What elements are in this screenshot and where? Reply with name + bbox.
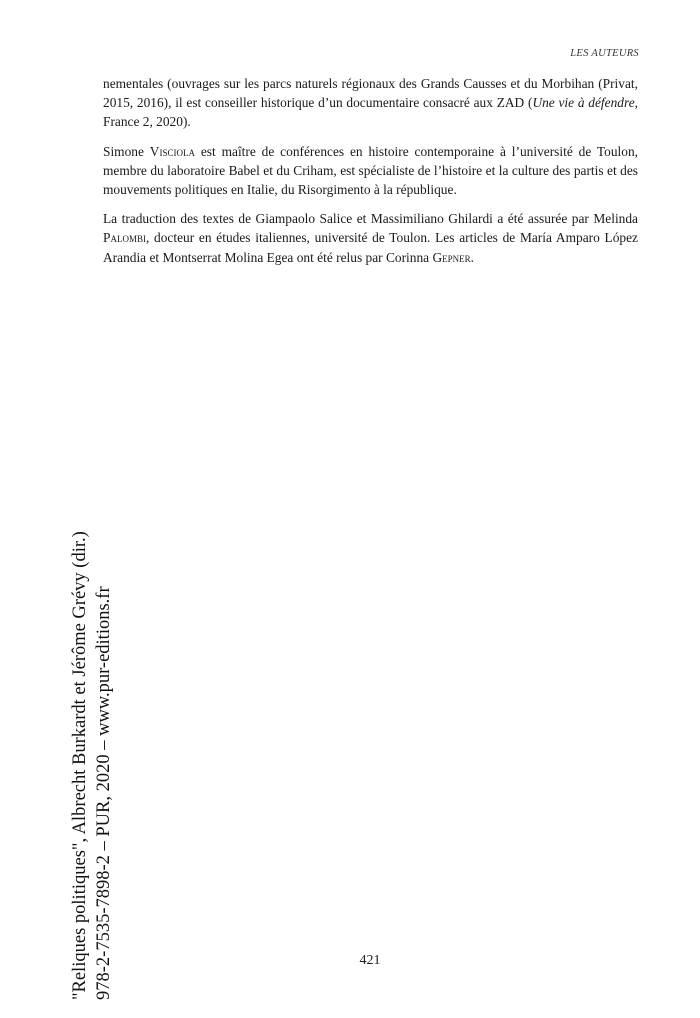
paragraph-text: est maître de conférences en histoire contemporaine à l’université de Toulon, membre du laboratoire Babel et du Criham, est spécialiste de l’histoire et la culture des partis et des mouvements politiques en Italie, du Risorgimento à la république.: [103, 143, 639, 198]
side-credit-watermark: [68, 531, 116, 1000]
translator-surname: Palombi: [103, 230, 146, 246]
side-credit-line-title: "Reliques politiques", Albrecht Burkardt et Jérôme Grévy (dir.): [70, 531, 90, 1000]
paragraph-text: La traduction des textes de Giampaolo Salice et Massimiliano Ghilardi a été assurée par Melinda: [103, 211, 638, 227]
paragraph-text: .: [470, 249, 474, 265]
side-credit-line-isbn: 978-2-7535-7898-2 – PUR, 2020 – www.pur-editions.fr: [94, 586, 114, 1000]
page-number: 421: [359, 953, 381, 968]
paragraph-author-bio-end: [103, 74, 638, 132]
author-first-name: Simone: [103, 143, 150, 159]
running-header: LES AUTEURS: [570, 48, 639, 59]
paragraph-author-visciola: [103, 142, 638, 200]
paragraph-text: , France 2, 2020).: [103, 95, 639, 130]
author-surname: Visciola: [149, 143, 195, 159]
page-body: [103, 74, 638, 277]
paragraph-text: , docteur en études italiennes, université de Toulon. Les articles de María Amparo López Arandia et Montserrat Molina Egea ont été relus par Corinna: [103, 230, 638, 265]
paragraph-text: nementales (ouvrages sur les parcs naturels régionaux des Grands Causses et du Morbihan (Privat, 2015, 2016), il est conseiller historique d’un documentaire consacré aux ZAD (: [103, 76, 638, 111]
proofreader-surname: Gepner: [432, 249, 471, 265]
documentary-title: Une vie à défendre: [532, 95, 635, 111]
paragraph-translation-credits: [103, 209, 638, 267]
